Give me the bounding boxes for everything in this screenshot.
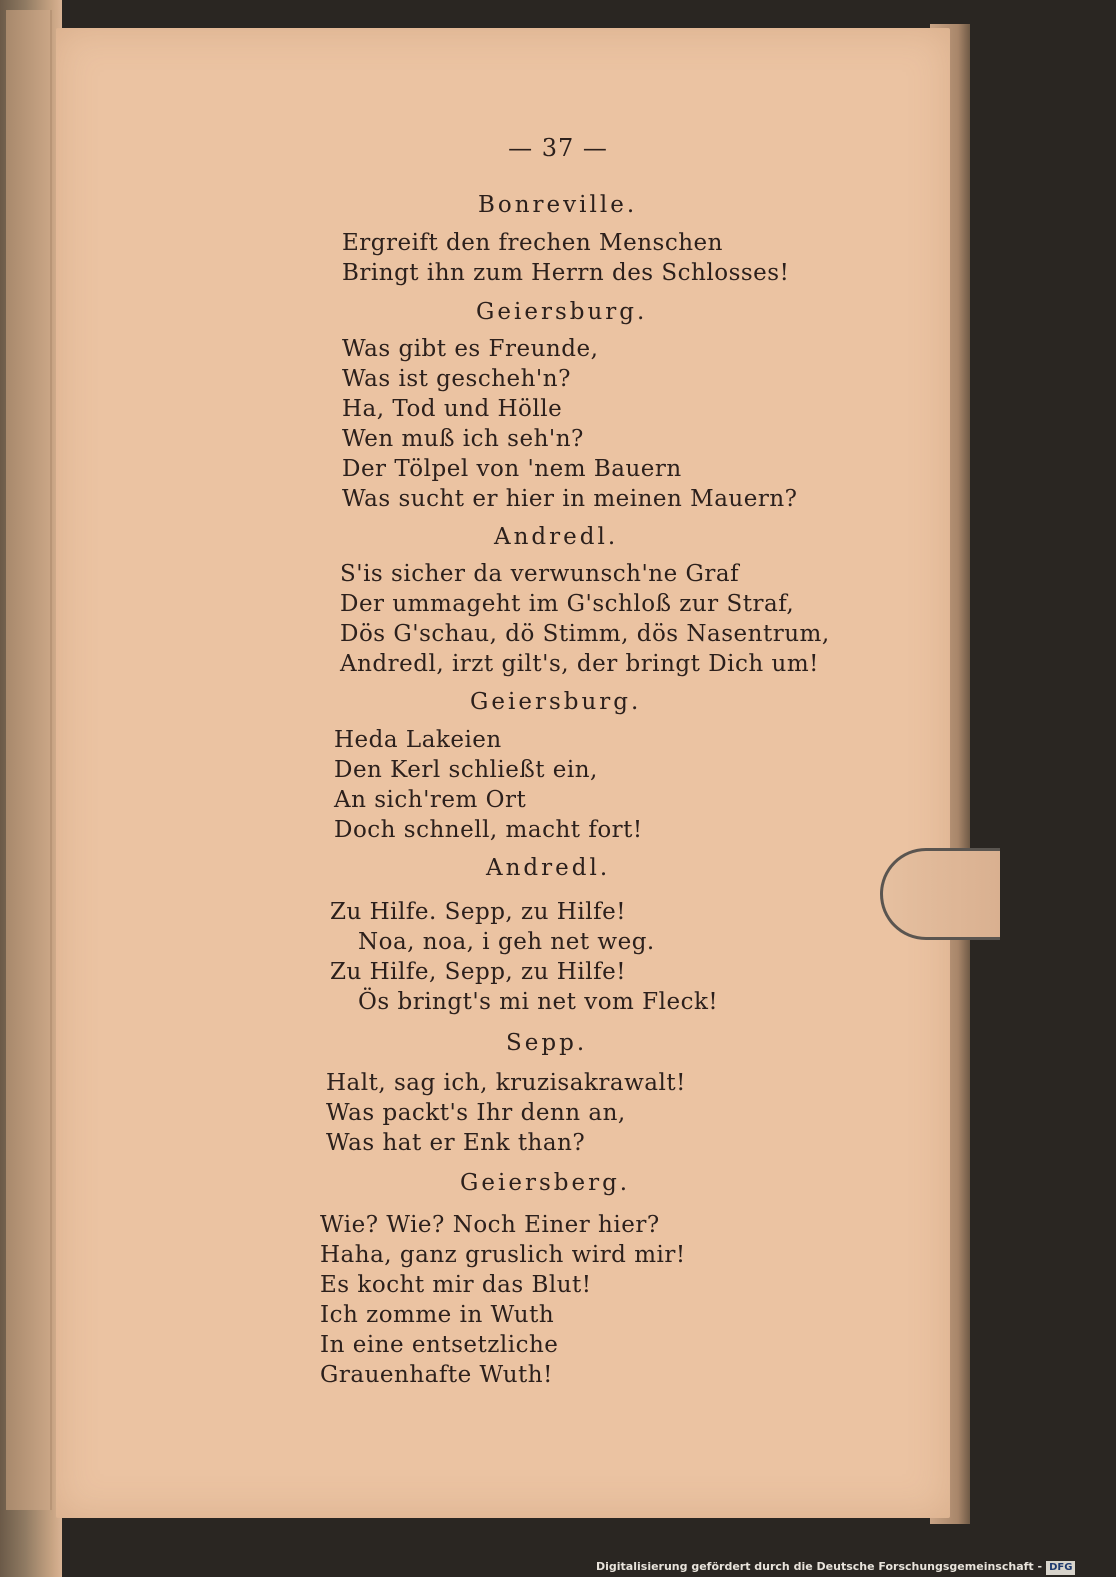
verse-line: Halt, sag ich, kruzisakrawalt! <box>326 1070 686 1096</box>
dfg-logo: DFG <box>1046 1561 1075 1575</box>
book-spine <box>0 0 62 1577</box>
speaker-name: Geiersberg. <box>460 1170 631 1196</box>
speaker-name: Andredl. <box>494 524 619 550</box>
speaker-name: Bonreville. <box>478 192 638 218</box>
verse-line: Ergreift den frechen Menschen <box>342 230 723 256</box>
verse-line: Was hat er Enk than? <box>326 1130 586 1156</box>
verse-line: Was sucht er hier in meinen Mauern? <box>342 486 798 512</box>
verse-line: Den Kerl schließt ein, <box>334 757 598 783</box>
verse-line: Heda Lakeien <box>334 727 502 753</box>
verse-line: In eine entsetzliche <box>320 1332 559 1358</box>
digitization-credit <box>596 1557 1073 1577</box>
verse-line: Was ist gescheh'n? <box>342 366 571 392</box>
verse-line: Dös G'schau, dö Stimm, dös Nasentrum, <box>340 621 830 647</box>
verse-line: Ös bringt's mi net vom Fleck! <box>358 989 719 1015</box>
speaker-name: Geiersburg. <box>470 689 642 715</box>
page-number: — 37 — <box>508 134 608 162</box>
verse-line: Wen muß ich seh'n? <box>342 426 584 452</box>
verse-line: Haha, ganz gruslich wird mir! <box>320 1242 686 1268</box>
verse-line: Was packt's Ihr denn an, <box>326 1100 626 1126</box>
credit-text: Digitalisierung gefördert durch die Deutsche Forschungsgemeinschaft - <box>596 1560 1043 1573</box>
verse-line: Der ummageht im G'schloß zur Straf, <box>340 591 795 617</box>
verse-line: Ha, Tod und Hölle <box>342 396 563 422</box>
verse-line: Noa, noa, i geh net weg. <box>358 929 655 955</box>
verse-line: Wie? Wie? Noch Einer hier? <box>320 1212 660 1238</box>
verse-line: Bringt ihn zum Herrn des Schlosses! <box>342 260 790 286</box>
previous-page-edge <box>6 10 52 1510</box>
page-clip <box>880 848 1000 940</box>
verse-line: Zu Hilfe, Sepp, zu Hilfe! <box>330 959 626 985</box>
verse-line: Der Tölpel von 'nem Bauern <box>342 456 682 482</box>
verse-line: Zu Hilfe. Sepp, zu Hilfe! <box>330 899 626 925</box>
verse-line: Andredl, irzt gilt's, der bringt Dich um! <box>340 651 819 677</box>
verse-line: Es kocht mir das Blut! <box>320 1272 592 1298</box>
verse-line: Grauenhafte Wuth! <box>320 1362 553 1388</box>
speaker-name: Andredl. <box>486 855 611 881</box>
speaker-name: Geiersburg. <box>476 299 648 325</box>
verse-line: Doch schnell, macht fort! <box>334 817 643 843</box>
verse-line: S'is sicher da verwunsch'ne Graf <box>340 561 740 587</box>
verse-line: Was gibt es Freunde, <box>342 336 599 362</box>
verse-line: Ich zomme in Wuth <box>320 1302 555 1328</box>
verse-line: An sich'rem Ort <box>334 787 527 813</box>
speaker-name: Sepp. <box>506 1030 588 1056</box>
